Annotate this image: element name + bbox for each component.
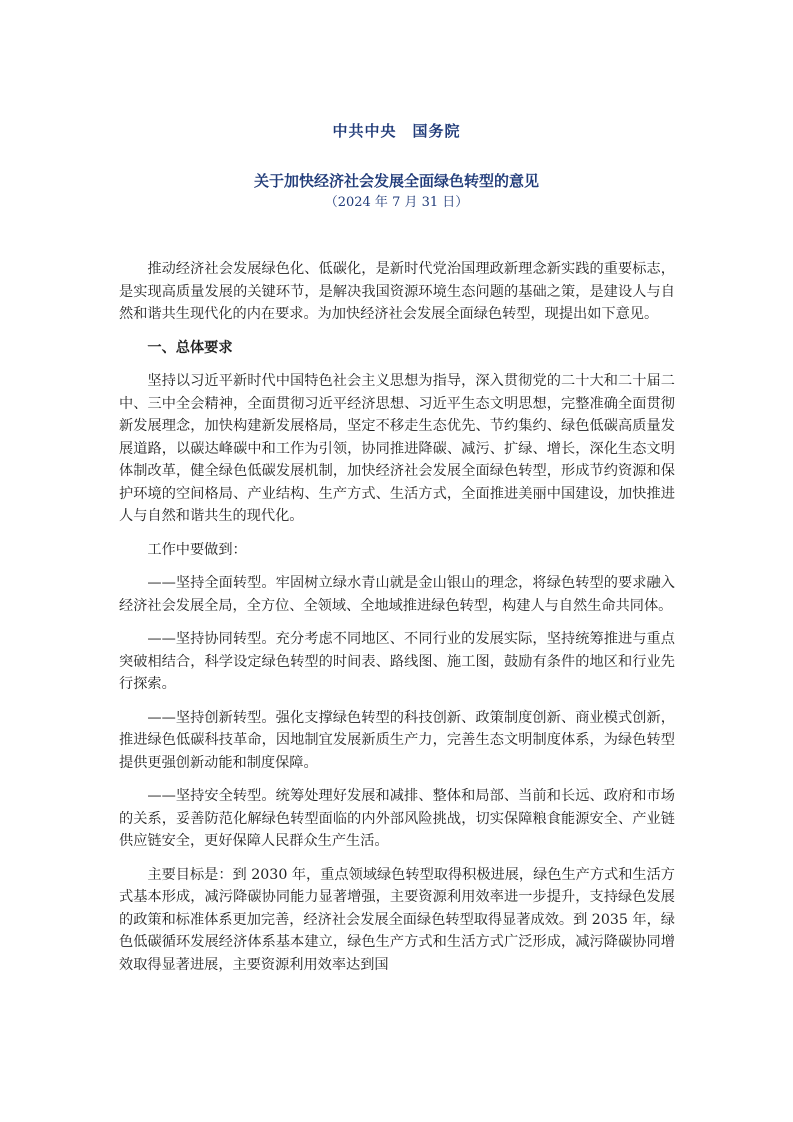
main-targets-paragraph: 主要目标是：到 2030 年，重点领域绿色转型取得积极进展，绿色生产方式和生活方式基本形成，减污降碳协同能力显著增强，主要资源利用效率进一步提升，支持绿色发展的政策和标准体系更加完善，经济社会发展全面绿色转型取得显著成效。到 2035 年，绿色低碳循环发展经济体系基本建立，绿色生产方式和生活方式广泛形成，减污降碳协同增效取得显著进展，主要资源利用效率达到国 <box>119 866 675 973</box>
document-date: （2024 年 7 月 31 日） <box>324 195 469 210</box>
principle-innovative-transition: ——坚持创新转型。强化支撑绿色转型的科技创新、政策制度创新、商业模式创新，推进绿色低碳科技革命，因地制宜发展新质生产力，完善生态文明制度体系，为绿色转型提供更强创新动能和制度保障。 <box>119 709 675 771</box>
section-heading-general-requirements: 一、总体要求 <box>147 339 233 356</box>
principle-comprehensive-transition: ——坚持全面转型。牢固树立绿水青山就是金山银山的理念，将绿色转型的要求融入经济社会发展全局，全方位、全领域、全地域推进绿色转型，构建人与自然生命共同体。 <box>119 575 675 614</box>
document-title: 关于加快经济社会发展全面绿色转型的意见 <box>253 172 539 190</box>
intro-paragraph: 推动经济社会发展绿色化、低碳化，是新时代党治国理政新理念新实践的重要标志，是实现高质量发展的关键环节，是解决我国资源环境生态问题的基础之策，是建设人与自然和谐共生现代化的内在要求。为加快经济社会发展全面绿色转型，现提出如下意见。 <box>119 261 675 322</box>
issuer-line: 中共中央 国务院 <box>332 122 461 140</box>
principle-coordinated-transition: ——坚持协同转型。充分考虑不同地区、不同行业的发展实际，坚持统筹推进与重点突破相结合，科学设定绿色转型的时间表、路线图、施工图，鼓励有条件的地区和行业先行探索。 <box>119 631 675 692</box>
principle-safe-transition: ——坚持安全转型。统筹处理好发展和减排、整体和局部、当前和长远、政府和市场的关系，妥善防范化解绿色转型面临的内外部风险挑战，切实保障粮食能源安全、产业链供应链安全，更好保障人民群众生产生活。 <box>119 788 675 849</box>
guiding-principle-paragraph: 坚持以习近平新时代中国特色社会主义思想为指导，深入贯彻党的二十大和二十届二中、三中全会精神，全面贯彻习近平经济思想、习近平生态文明思想，完整准确全面贯彻新发展理念，加快构建新发展格局，坚定不移走生态优先、节约集约、绿色低碳高质量发展道路，以碳达峰碳中和工作为引领，协同推进降碳、减污、扩绿、增长，深化生态文明体制改革，健全绿色低碳发展机制，加快经济社会发展全面绿色转型，形成节约资源和保护环境的空间格局、产业结构、生产方式、生活方式，全面推进美丽中国建设，加快推进人与自然和谐共生的现代化。 <box>119 373 675 524</box>
document-body <box>119 258 675 987</box>
work-requirements-intro: 工作中要做到： <box>147 541 247 558</box>
